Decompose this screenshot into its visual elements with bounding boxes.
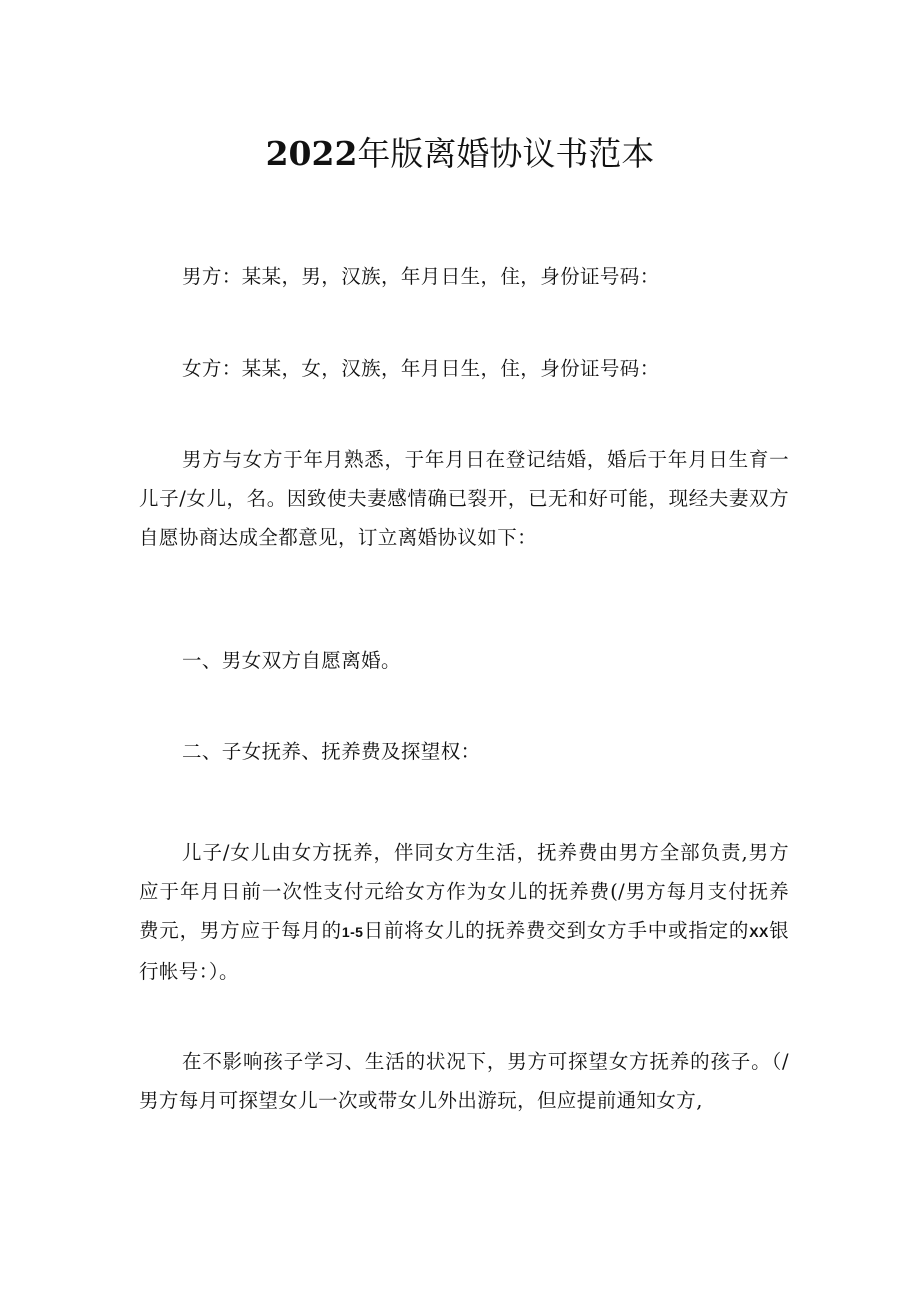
document-title bbox=[0, 128, 920, 175]
visitation-paragraph: 在不影响孩子学习、生活的状况下，男方可探望女方抚养的孩子。（/男方每月可探望女儿一次或带女儿外出游玩，但应提前通知女方, bbox=[139, 1050, 789, 1112]
wife-info-paragraph: 女方：某某，女，汉族，年月日生，住，身份证号码： bbox=[182, 357, 660, 380]
custody-text-3: 银行帐号：）。 bbox=[139, 919, 789, 983]
title-text: 年版离婚协议书范本 bbox=[357, 134, 655, 173]
custody-paragraph bbox=[139, 833, 789, 991]
custody-text-2: 日前将女儿的抚养费交到女方手中或指定的 bbox=[363, 919, 750, 942]
intro-paragraph: 男方与女方于年月熟悉，于年月日在登记结婚，婚后于年月日生育一儿子/女儿，名。因致使夫妻感情确已裂开，已无和好可能，现经夫妻双方自愿协商达成全都意见，订立离婚协议如下： bbox=[139, 448, 789, 549]
clause-two-heading: 二、子女抚养、抚养费及探望权： bbox=[182, 740, 481, 763]
custody-days: 1-5 bbox=[341, 924, 364, 940]
husband-info-paragraph: 男方：某某，男，汉族，年月日生，住，身份证号码： bbox=[182, 265, 660, 288]
clause-one-paragraph: 一、男女双方自愿离婚。 bbox=[182, 649, 401, 672]
custody-bank-name: XX bbox=[749, 924, 769, 940]
title-year: 2022 bbox=[265, 134, 358, 173]
custody-text-1: 儿子/女儿由女方抚养，伴同女方生活，抚养费由男方全部负责,男方应于年月日前一次性支付元给女方作为女儿的抚养费(/男方每月支付抚养费元，男方应于每月的 bbox=[139, 841, 789, 942]
